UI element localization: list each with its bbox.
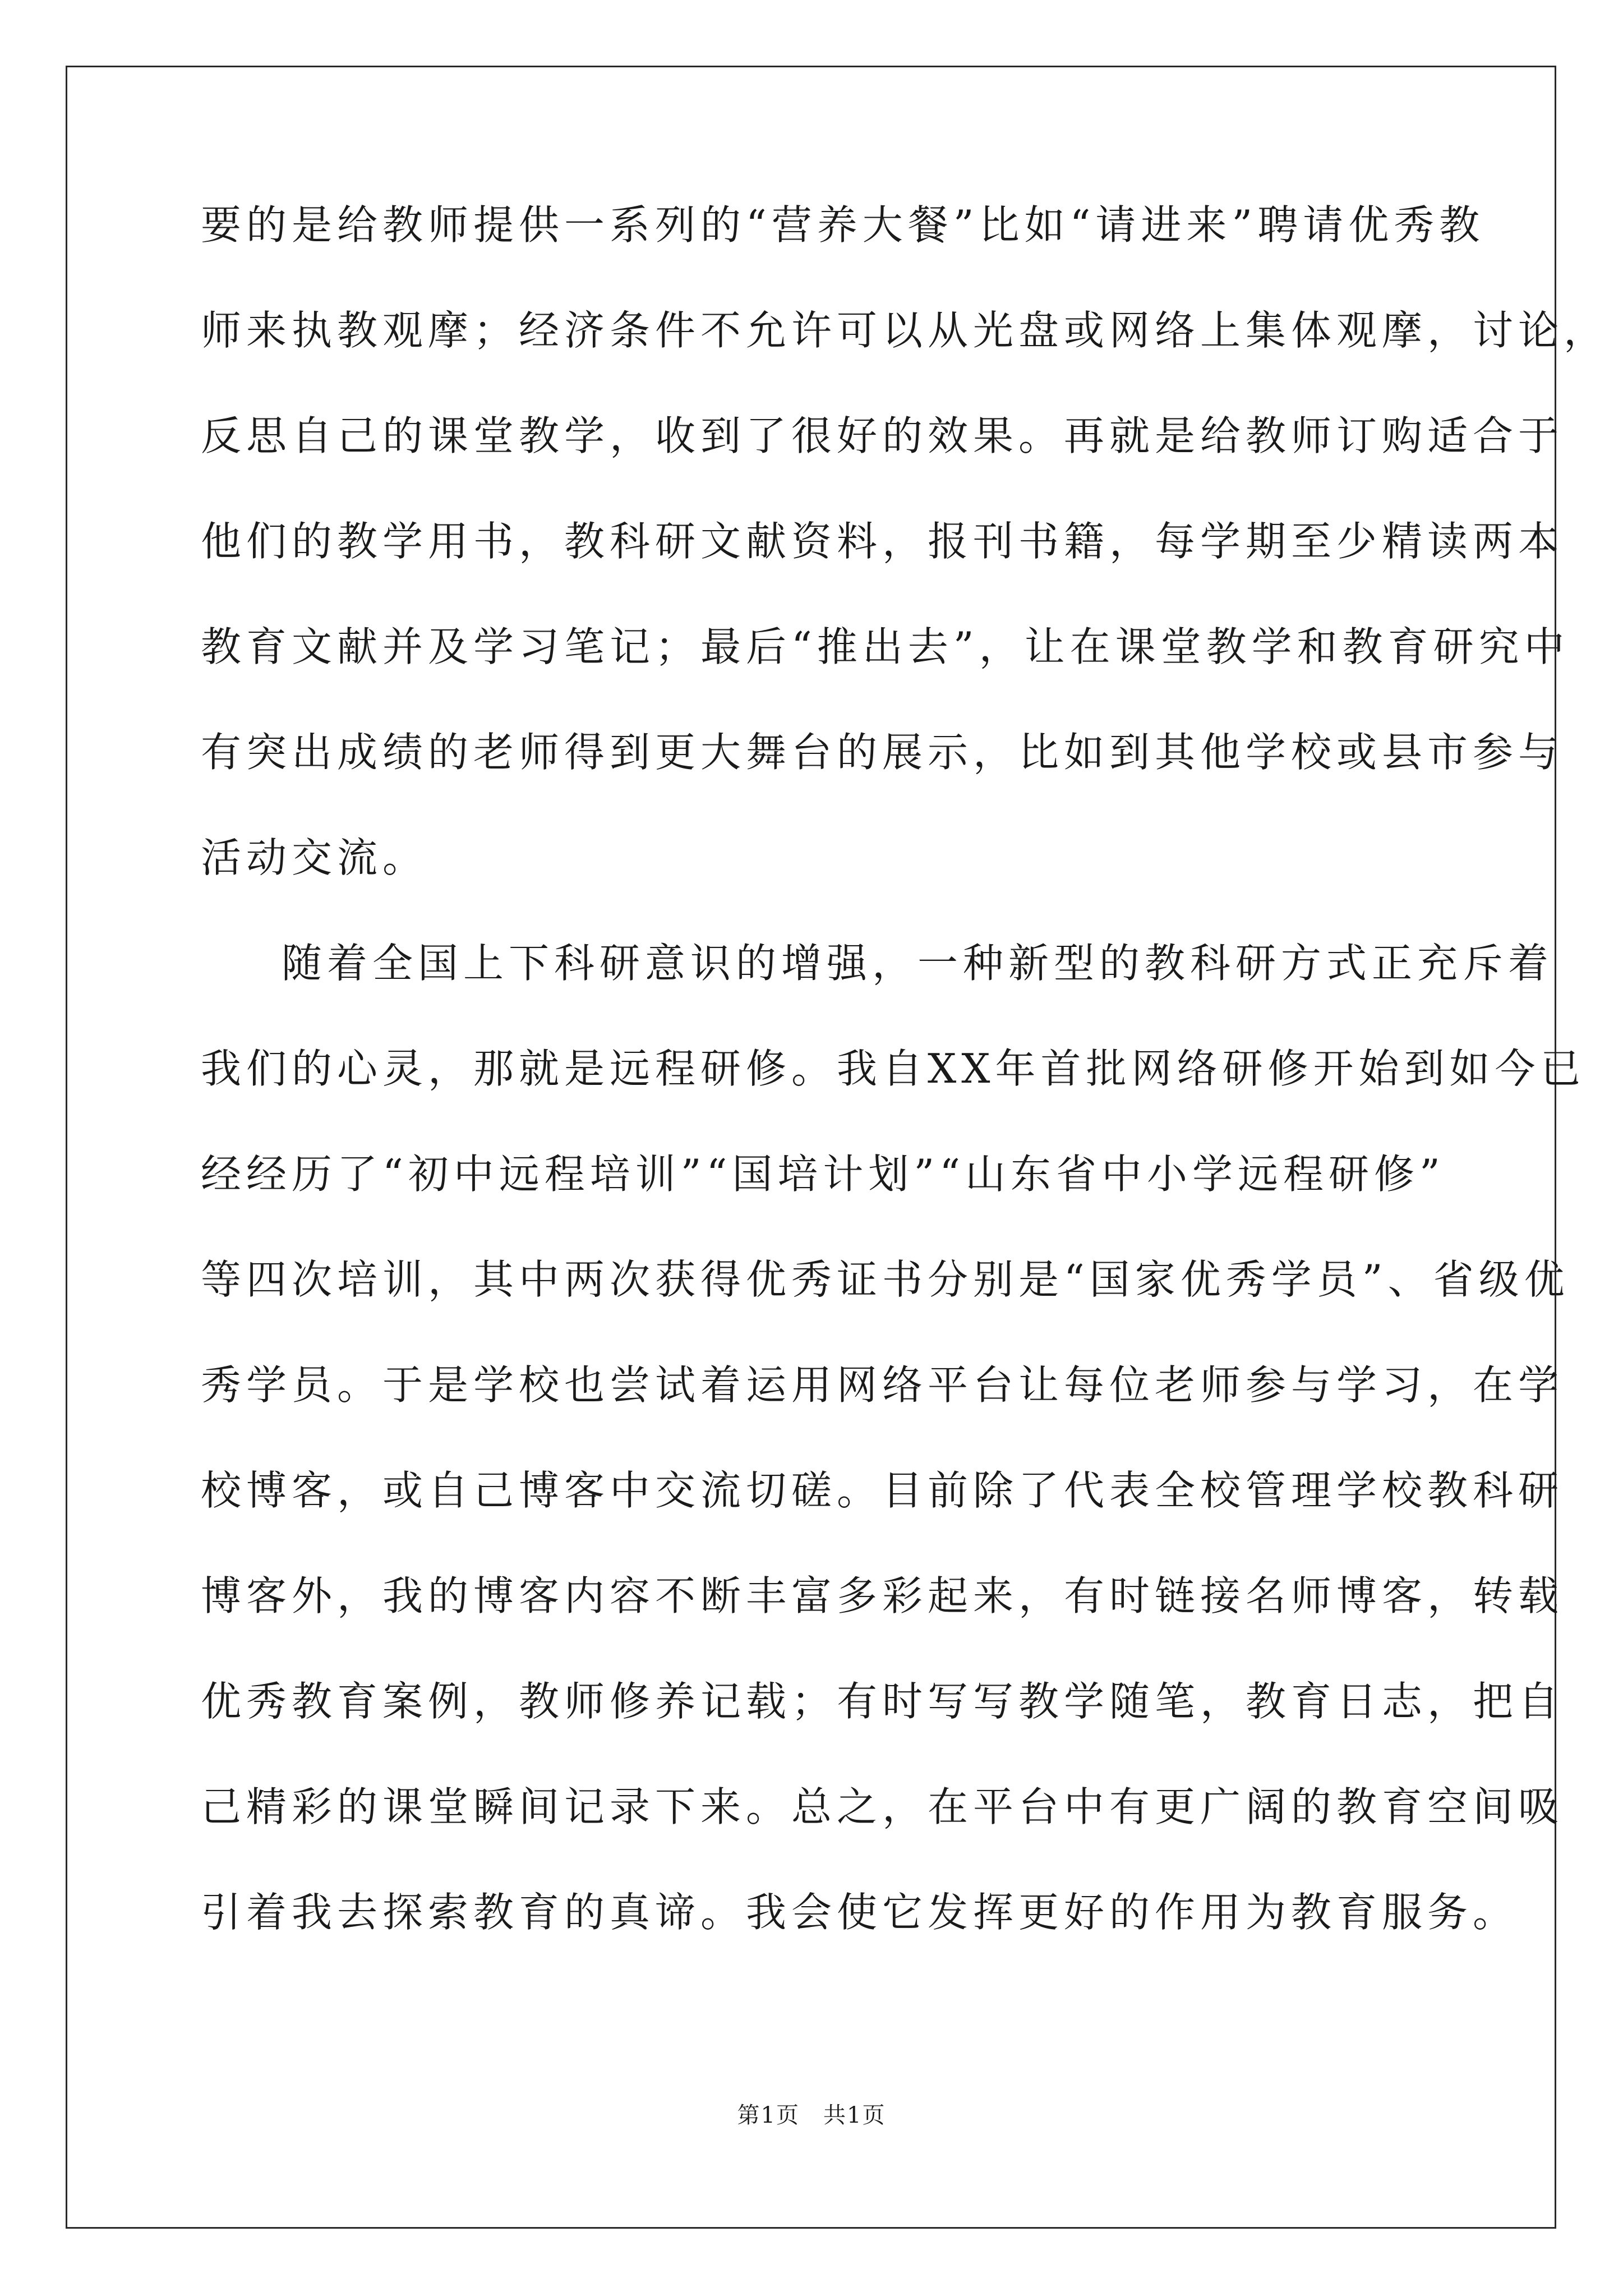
text-line: 己精彩的课堂瞬间记录下来。总之，在平台中有更广阔的教育空间吸 (201, 1783, 1564, 1830)
text-line: 引着我去探索教育的真谛。我会使它发挥更好的作用为教育服务。 (201, 1889, 1519, 1936)
text-line: 反思自己的课堂教学，收到了很好的效果。再就是给教师订购适合于 (201, 412, 1564, 459)
text-line: 要的是给教师提供一系列的“营养大餐”比如“请进来”聘请优秀教 (201, 201, 1485, 249)
text-line: 我们的心灵，那就是远程研修。我自XX年首批网络研修开始到如今已 (201, 1045, 1586, 1092)
text-line: 教育文献并及学习笔记；最后“推出去”，让在课堂教学和教育研究中 (201, 623, 1570, 670)
paragraph-start-line: 随着全国上下科研意识的增强，一种新型的教科研方式正充斥着 (282, 940, 1554, 987)
text-line: 校博客，或自己博客中交流切磋。目前除了代表全校管理学校教科研 (201, 1467, 1564, 1514)
document-body (201, 199, 1610, 1991)
text-line: 他们的教学用书，教科研文献资料，报刊书籍，每学期至少精读两本 (201, 518, 1564, 565)
text-line: 等四次培训，其中两次获得优秀证书分别是“国家优秀学员”、省级优 (201, 1256, 1570, 1303)
text-line: 秀学员。于是学校也尝试着运用网络平台让每位老师参与学习，在学 (201, 1361, 1564, 1409)
text-line: 经经历了“初中远程培训”“国培计划”“山东省中小学远程研修” (201, 1151, 1445, 1198)
page-number-footer: 第1页 共1页 (737, 2102, 886, 2128)
text-line: 优秀教育案例，教师修养记载；有时写写教学随笔，教育日志，把自 (201, 1678, 1564, 1725)
text-line: 博客外，我的博客内容不断丰富多彩起来，有时链接名师博客，转载 (201, 1572, 1564, 1619)
text-line: 活动交流。 (201, 834, 428, 881)
text-line: 有突出成绩的老师得到更大舞台的展示，比如到其他学校或县市参与 (201, 729, 1564, 776)
text-line: 师来执教观摩；经济条件不允许可以从光盘或网络上集体观摩，讨论， (201, 307, 1610, 354)
